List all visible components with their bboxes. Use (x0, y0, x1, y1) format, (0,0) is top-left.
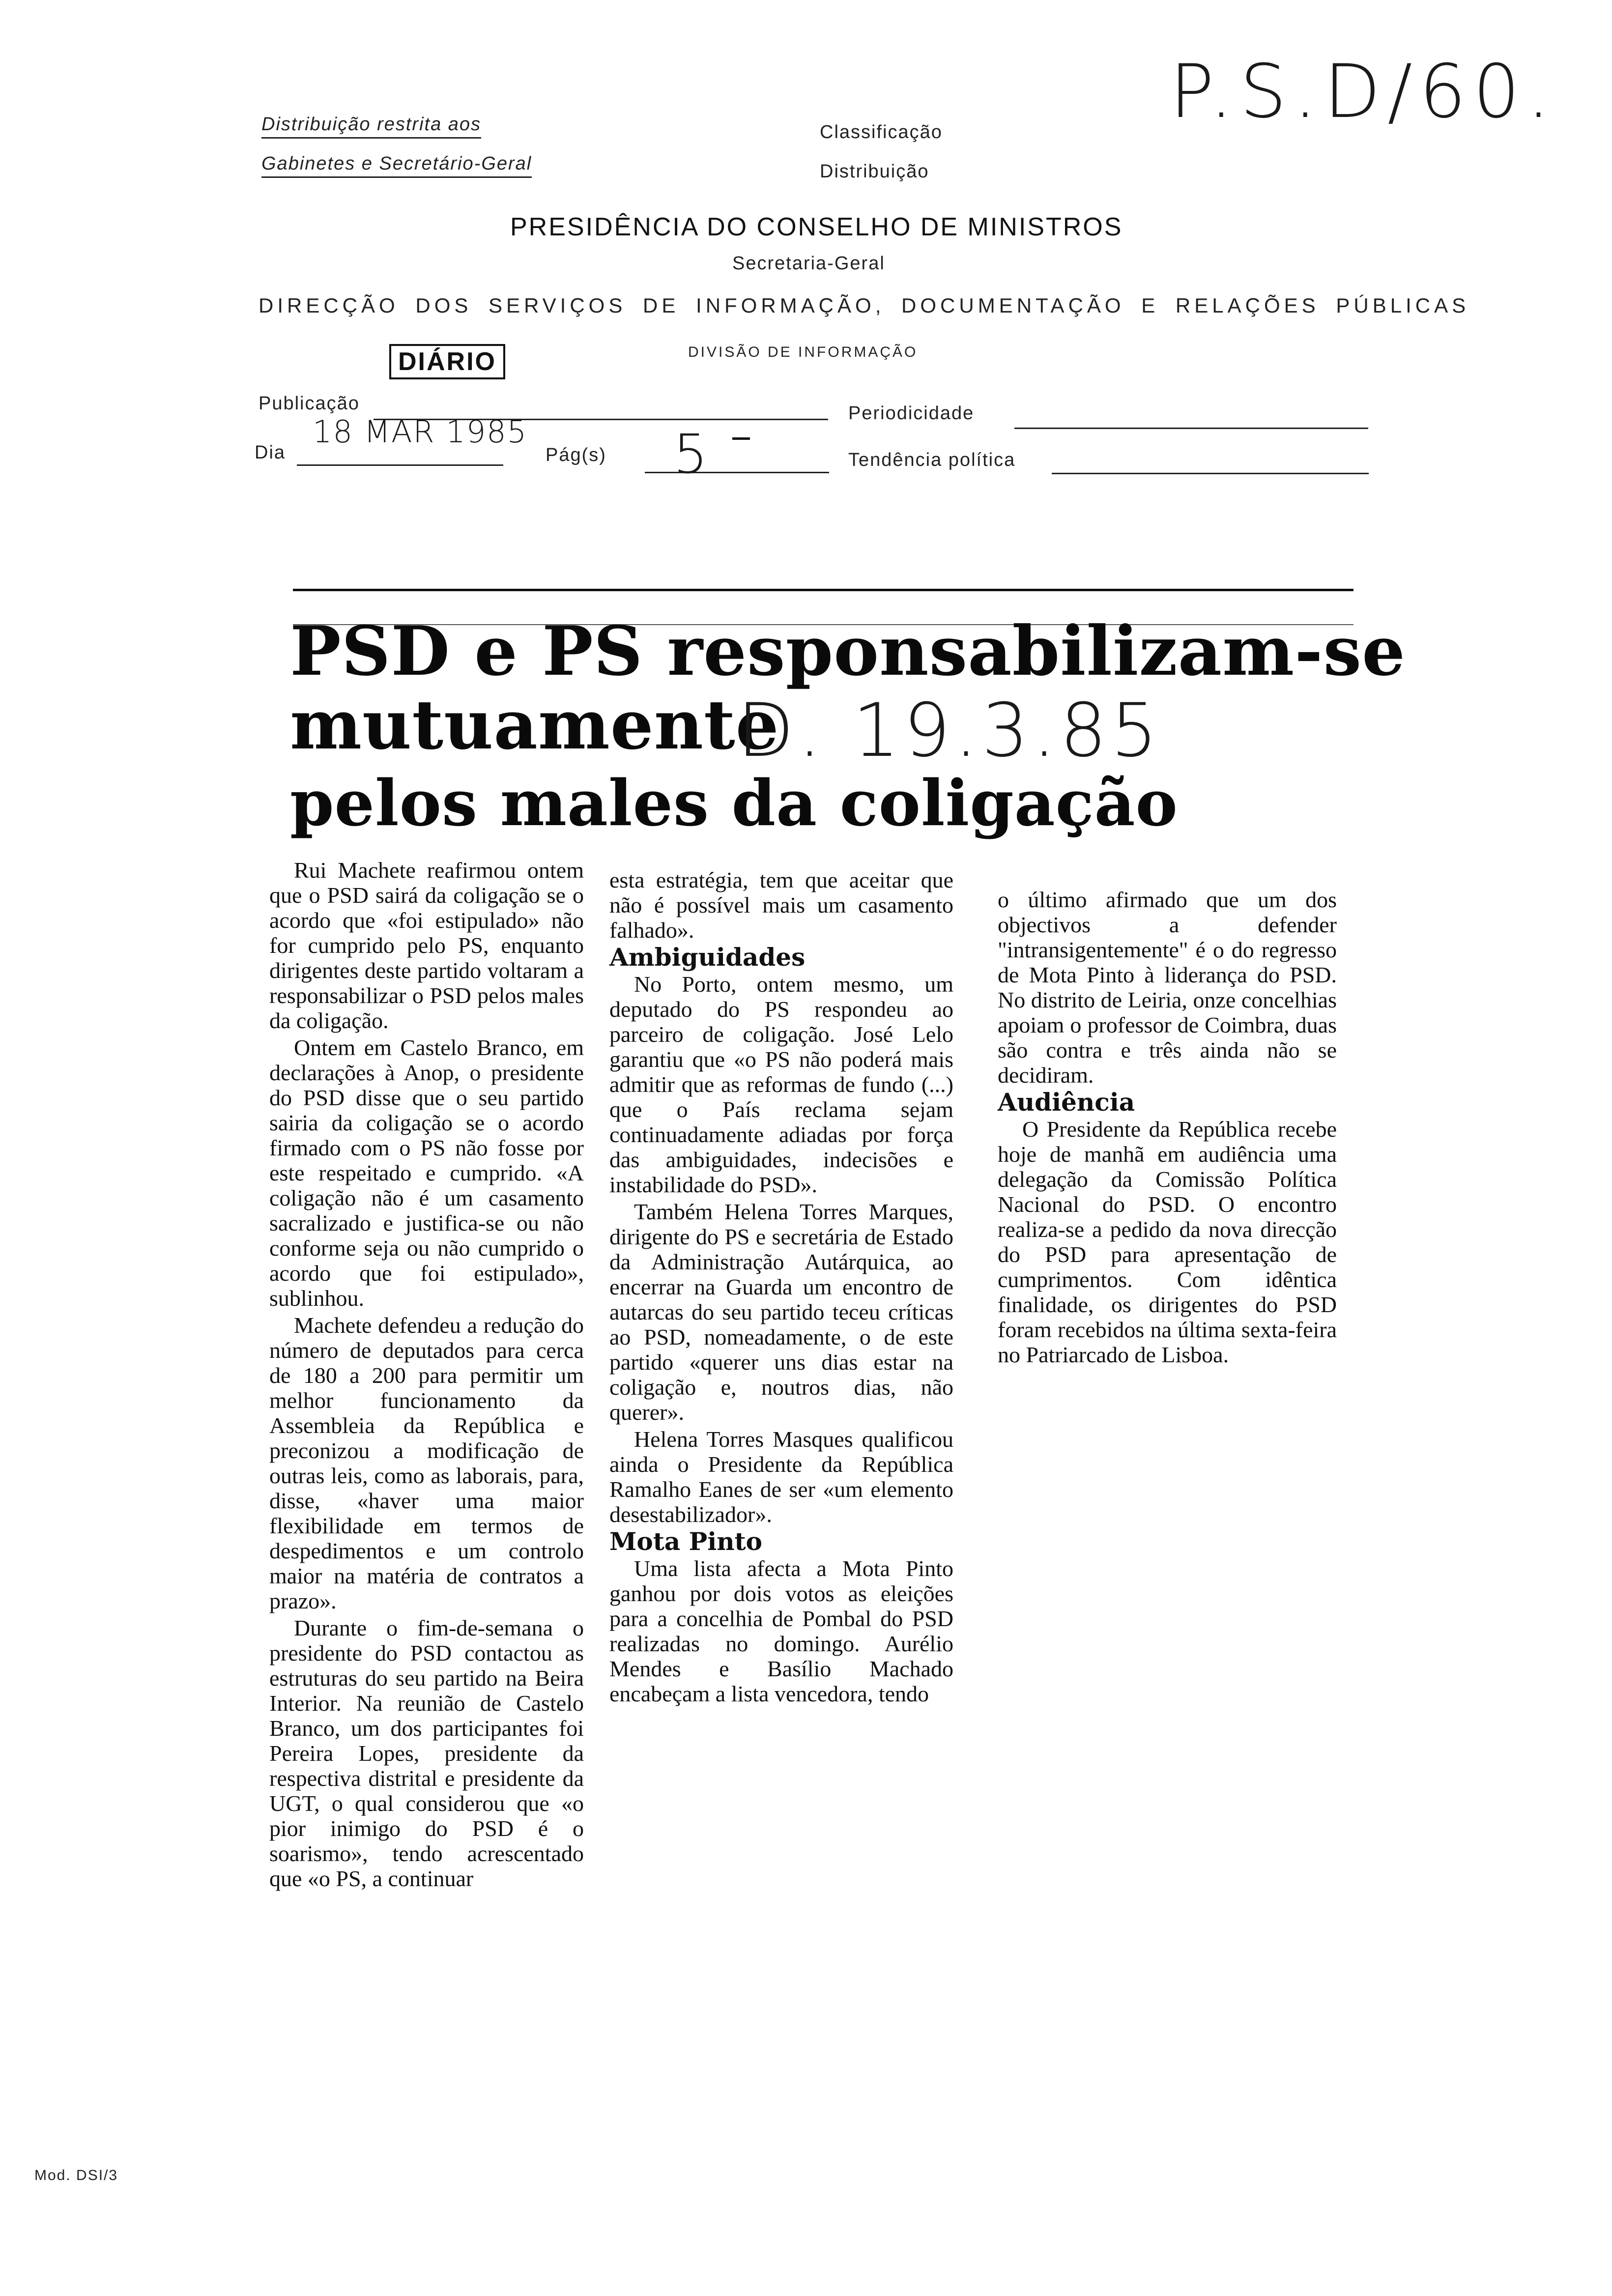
directorate: DIRECÇÃO DOS SERVIÇOS DE INFORMAÇÃO, DOCUMENTAÇÃO E RELAÇÕES PÚBLICAS (259, 294, 1470, 317)
distribuicao-label: Distribuição (820, 161, 929, 182)
paragraph: No Porto, ontem mesmo, um deputado do PS respondeu ao parceiro de coligação. José Lelo garantiu que «o PS não poderá mais admitir que as reformas de fundo (...) que o País reclama sejam continuadamente adiadas por força das ambiguidades, indecisões e instabilidade do PSD». (609, 972, 953, 1197)
tendencia-label: Tendência política (848, 450, 1016, 470)
paragraph: Machete defendeu a redução do número de deputados para cerca de 180 a 200 para permitir um melhor funcionamento da Assembleia da República e preconizou a modificação de outras leis, como as laborais, para, disse, «haver uma maior flexibilidade em termos de despedimentos e um controlo maior na matéria de contratos a prazo». (269, 1313, 584, 1613)
org-title: PRESIDÊNCIA DO CONSELHO DE MINISTROS (510, 213, 1123, 241)
article-column-1 (269, 858, 584, 1893)
org-subtitle: Secretaria-Geral (732, 253, 885, 274)
paragraph: O Presidente da República recebe hoje de manhã em audiência uma delegação da Comissão Política Nacional do PSD. O encontro realiza-se a pedido da nova direcção do PSD para apresentação de cumprimentos. Com idêntica finalidade, os dirigentes do PSD foram recebidos na última sexta-feira no Patriarcado de Lisboa. (998, 1117, 1337, 1367)
distribution-line-2: Gabinetes e Secretário-Geral (261, 153, 532, 178)
clipping-rule (293, 589, 1353, 591)
dia-line (297, 464, 503, 466)
paragraph: Rui Machete reafirmou ontem que o PSD sairá da coligação se o acordo que «foi estipulado» não for cumprido pelo PS, enquanto dirigentes deste partido voltaram a responsabilizar o PSD pelos males da coligação. (269, 858, 584, 1033)
subheading-ambiguidades: Ambiguidades (609, 943, 806, 972)
pags-dash (732, 437, 750, 440)
publicacao-label: Publicação (259, 393, 360, 414)
headline-line-1: PSD e PS responsabilizam-se (290, 611, 1406, 691)
pags-value: 5 (673, 423, 711, 486)
pags-label: Pág(s) (546, 445, 606, 465)
article-column-3 (998, 887, 1337, 1369)
headline-line-2: mutuamente (290, 685, 779, 765)
dia-value: 18 MAR 1985 (313, 414, 528, 450)
periodicidade-line (1014, 428, 1368, 429)
article-column-2 (609, 867, 953, 1708)
paragraph: Ontem em Castelo Branco, em declarações à Anop, o presidente do PSD disse que o seu partido sairia da coligação se o acordo firmado com o PS não fosse por este respeitado e cumprido. «A coligação não é um casamento sacralizado e justifica-se ou não conforme seja ou não cumprido o acordo que foi estipulado», sublinhou. (269, 1035, 584, 1311)
periodicidade-label: Periodicidade (848, 403, 975, 424)
paragraph: o último afirmado que um dos objectivos a defender "intransigentemente" é o do regresso de Mota Pinto à liderança do PSD. No distrito de Leiria, onze concelhias apoiam o professor de Coimbra, duas são contra e três ainda não se decidiram. (998, 887, 1337, 1088)
tendencia-line (1052, 473, 1369, 474)
paragraph: Helena Torres Masques qualificou ainda o Presidente da República Ramalho Eanes de ser «um elemento desestabilizador». (609, 1427, 953, 1527)
publication-stamp: DIÁRIO (389, 344, 505, 379)
form-code: Mod. DSI/3 (34, 2167, 118, 2183)
distribution-line-1: Distribuição restrita aos (261, 114, 481, 139)
division: DIVISÃO DE INFORMAÇÃO (688, 344, 918, 360)
headline-line-3: pelos males da coligação (290, 767, 1178, 840)
dia-label: Dia (255, 442, 286, 463)
paragraph: esta estratégia, tem que aceitar que não é possível mais um casamento falhado». (609, 867, 953, 943)
paragraph: Durante o fim-de-semana o presidente do PSD contactou as estruturas do seu partido na Beira Interior. Na reunião de Castelo Branco, um dos participantes foi Pereira Lopes, presidente da respectiva distrital e presidente da UGT, o qual considerou que «o pior inimigo do PSD é o soarismo», tendo acrescentado que «o PS, a continuar (269, 1615, 584, 1891)
paragraph: Uma lista afecta a Mota Pinto ganhou por dois votos as eleições para a concelhia de Pombal do PSD realizadas no domingo. Aurélio Mendes e Basílio Machado encabeçam a lista vencedora, tendo (609, 1556, 953, 1706)
paragraph: Também Helena Torres Marques, dirigente do PS e secretária de Estado da Administração Autárquica, ao encerrar na Guarda um encontro de autarcas do seu partido teceu críticas ao PSD, nomeadamente, o de este partido «querer uns dias estar na coligação e, noutros dias, não querer». (609, 1199, 953, 1425)
handwritten-date: D. 19.3.85 (737, 688, 1162, 774)
classificacao-label: Classificação (820, 122, 943, 143)
pags-line (645, 472, 829, 473)
subheading-audiencia: Audiência (998, 1088, 1135, 1117)
handwritten-reference: P.S.D/60. (1170, 49, 1557, 135)
subheading-mota-pinto: Mota Pinto (609, 1527, 762, 1556)
